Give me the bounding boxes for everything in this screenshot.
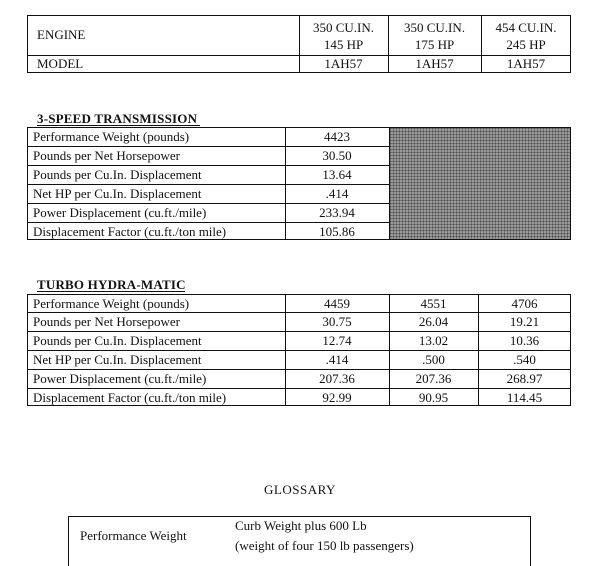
turbo-value-col1: 4459 (324, 296, 350, 311)
engine-col2-displacement: 350 CU.IN. (403, 20, 466, 35)
engine-col1-model: 1AH57 (324, 56, 363, 71)
engine-col2-model: 1AH57 (415, 56, 454, 71)
turbo-value-col3: 19.21 (509, 314, 540, 329)
three-speed-row-label: Net HP per Cu.In. Displacement (33, 186, 202, 201)
turbo-value-col1: 12.74 (322, 333, 352, 348)
turbo-value-col3: .540 (513, 352, 536, 367)
glossary-definition-line1: Curb Weight plus 600 Lb (235, 518, 367, 533)
glossary-definition-line2: (weight of four 150 lb passengers) (235, 538, 414, 553)
turbo-value-col3: 10.36 (509, 333, 540, 348)
three-speed-col-divider-2 (389, 127, 390, 240)
turbo-row-label: Net HP per Cu.In. Displacement (33, 352, 202, 367)
turbo-value-col2: 13.02 (418, 333, 449, 348)
glossary-left-border (68, 516, 69, 566)
three-speed-row-label: Displacement Factor (cu.ft./ton mile) (33, 224, 227, 239)
three-speed-value: 30.50 (322, 148, 352, 163)
turbo-value-col2: 26.04 (418, 314, 449, 329)
turbo-value-col1: 207.36 (319, 371, 355, 386)
turbo-row-label: Power Displacement (cu.ft./mile) (33, 371, 207, 386)
engine-col3-displacement: 454 CU.IN. (495, 20, 557, 35)
glossary-title: GLOSSARY (264, 482, 336, 497)
three-speed-value: 4423 (324, 129, 350, 144)
engine-col1-displacement: 350 CU.IN. (312, 20, 375, 35)
three-speed-row-divider (27, 222, 389, 223)
turbo-value-col1: 30.75 (322, 314, 352, 329)
three-speed-row-divider (27, 184, 389, 185)
engine-col3-hp: 245 HP (506, 37, 546, 52)
three-speed-row-divider (27, 203, 389, 204)
turbo-value-col3: 4706 (511, 296, 538, 311)
three-speed-row-label: Pounds per Net Horsepower (33, 148, 180, 163)
turbo-title-underline (37, 291, 185, 292)
three-speed-row-label: Pounds per Cu.In. Displacement (33, 167, 202, 182)
turbo-row-label: Displacement Factor (cu.ft./ton mile) (33, 390, 227, 405)
turbo-value-col2: .500 (422, 352, 445, 367)
glossary-term: Performance Weight (80, 528, 187, 543)
turbo-title: TURBO HYDRA-MATIC (37, 277, 186, 292)
three-speed-value: 233.94 (319, 205, 355, 220)
turbo-row-divider (27, 350, 571, 351)
glossary-right-border (530, 516, 531, 566)
glossary-top-border (68, 516, 530, 517)
three-speed-value: 13.64 (322, 167, 352, 182)
engine-col2-hp: 175 HP (414, 37, 455, 52)
turbo-value-col1: .414 (325, 352, 349, 367)
three-speed-row-label: Performance Weight (pounds) (33, 129, 190, 144)
turbo-row-divider (27, 388, 571, 389)
turbo-row-divider (27, 369, 571, 370)
three-speed-row-divider (27, 165, 389, 166)
turbo-value-col2: 207.36 (415, 371, 452, 386)
three-speed-row-divider (27, 146, 389, 147)
three-speed-row-label: Power Displacement (cu.ft./mile) (33, 205, 207, 220)
turbo-value-col3: 268.97 (506, 371, 543, 386)
three-speed-title: 3-SPEED TRANSMISSION (37, 111, 198, 126)
three-speed-value: 105.86 (319, 224, 355, 239)
turbo-value-col1: 92.99 (322, 390, 352, 405)
turbo-row-label: Pounds per Net Horsepower (33, 314, 180, 329)
turbo-row-divider (27, 331, 571, 332)
turbo-row-label: Performance Weight (pounds) (33, 296, 190, 311)
engine-col1-hp: 145 HP (323, 37, 364, 52)
model-label: MODEL (37, 56, 84, 71)
three-speed-value: .414 (325, 186, 349, 201)
turbo-row-divider (27, 312, 571, 313)
turbo-row-label: Pounds per Cu.In. Displacement (33, 333, 202, 348)
turbo-value-col3: 114.45 (506, 390, 543, 405)
engine-col3-model: 1AH57 (506, 56, 546, 71)
turbo-value-col2: 90.95 (418, 390, 449, 405)
turbo-value-col2: 4551 (420, 296, 447, 311)
three-speed-title-underline (37, 125, 200, 126)
engine-label: ENGINE (37, 27, 86, 42)
